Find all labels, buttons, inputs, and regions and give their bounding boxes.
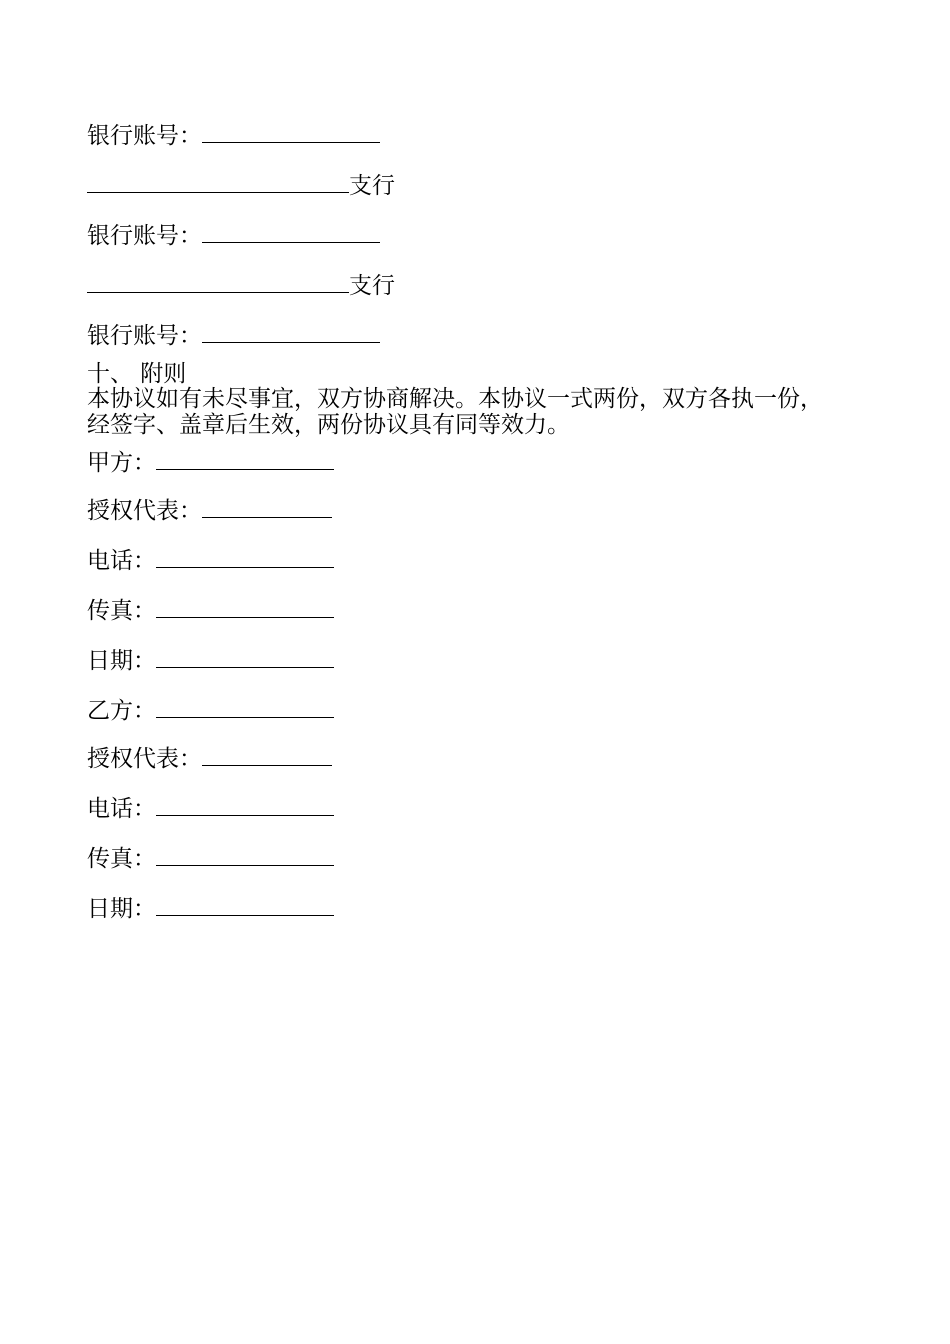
party-a-date-line xyxy=(87,647,334,674)
bank-account-blank[interactable] xyxy=(202,322,380,343)
party-a-rep-line xyxy=(87,497,332,524)
party-a-fax-line xyxy=(87,597,334,624)
section-heading: 十、 附则 xyxy=(87,361,187,387)
section-paragraph xyxy=(87,386,867,438)
bank-branch-line-2 xyxy=(87,272,395,299)
bank-branch-suffix: 支行 xyxy=(349,173,395,199)
bank-branch-suffix: 支行 xyxy=(349,273,395,299)
date-blank[interactable] xyxy=(156,647,334,668)
date-label: 日期： xyxy=(87,648,156,674)
party-b-label: 乙方： xyxy=(87,698,156,724)
rep-label: 授权代表： xyxy=(87,746,202,772)
bank-account-blank[interactable] xyxy=(202,222,380,243)
party-a-label: 甲方： xyxy=(87,450,156,476)
bank-account-line-3 xyxy=(87,322,380,349)
paragraph-line: 本协议如有未尽事宜，双方协商解决。本协议一式两份，双方各执一份， xyxy=(87,386,823,412)
party-a-phone-line xyxy=(87,547,334,574)
bank-account-label: 银行账号： xyxy=(87,123,202,149)
party-b-fax-line xyxy=(87,845,334,872)
rep-label: 授权代表： xyxy=(87,498,202,524)
bank-account-label: 银行账号： xyxy=(87,323,202,349)
party-b-name-line xyxy=(87,697,334,724)
paragraph-line: 经签字、盖章后生效，两份协议具有同等效力。 xyxy=(87,412,570,438)
phone-label: 电话： xyxy=(87,548,156,574)
bank-account-blank[interactable] xyxy=(202,122,380,143)
party-b-date-line xyxy=(87,895,334,922)
party-b-rep-line xyxy=(87,745,332,772)
bank-account-label: 银行账号： xyxy=(87,223,202,249)
party-b-blank[interactable] xyxy=(156,697,334,718)
party-a-blank[interactable] xyxy=(156,449,334,470)
fax-blank[interactable] xyxy=(156,845,334,866)
rep-blank[interactable] xyxy=(202,497,332,518)
bank-branch-blank[interactable] xyxy=(87,272,349,293)
fax-label: 传真： xyxy=(87,846,156,872)
party-a-name-line xyxy=(87,449,334,476)
fax-label: 传真： xyxy=(87,598,156,624)
fax-blank[interactable] xyxy=(156,597,334,618)
phone-blank[interactable] xyxy=(156,547,334,568)
date-blank[interactable] xyxy=(156,895,334,916)
bank-account-line-2 xyxy=(87,222,380,249)
bank-branch-line-1 xyxy=(87,172,395,199)
rep-blank[interactable] xyxy=(202,745,332,766)
bank-branch-blank[interactable] xyxy=(87,172,349,193)
bank-account-line-1 xyxy=(87,122,380,149)
phone-blank[interactable] xyxy=(156,795,334,816)
date-label: 日期： xyxy=(87,896,156,922)
party-b-phone-line xyxy=(87,795,334,822)
phone-label: 电话： xyxy=(87,796,156,822)
